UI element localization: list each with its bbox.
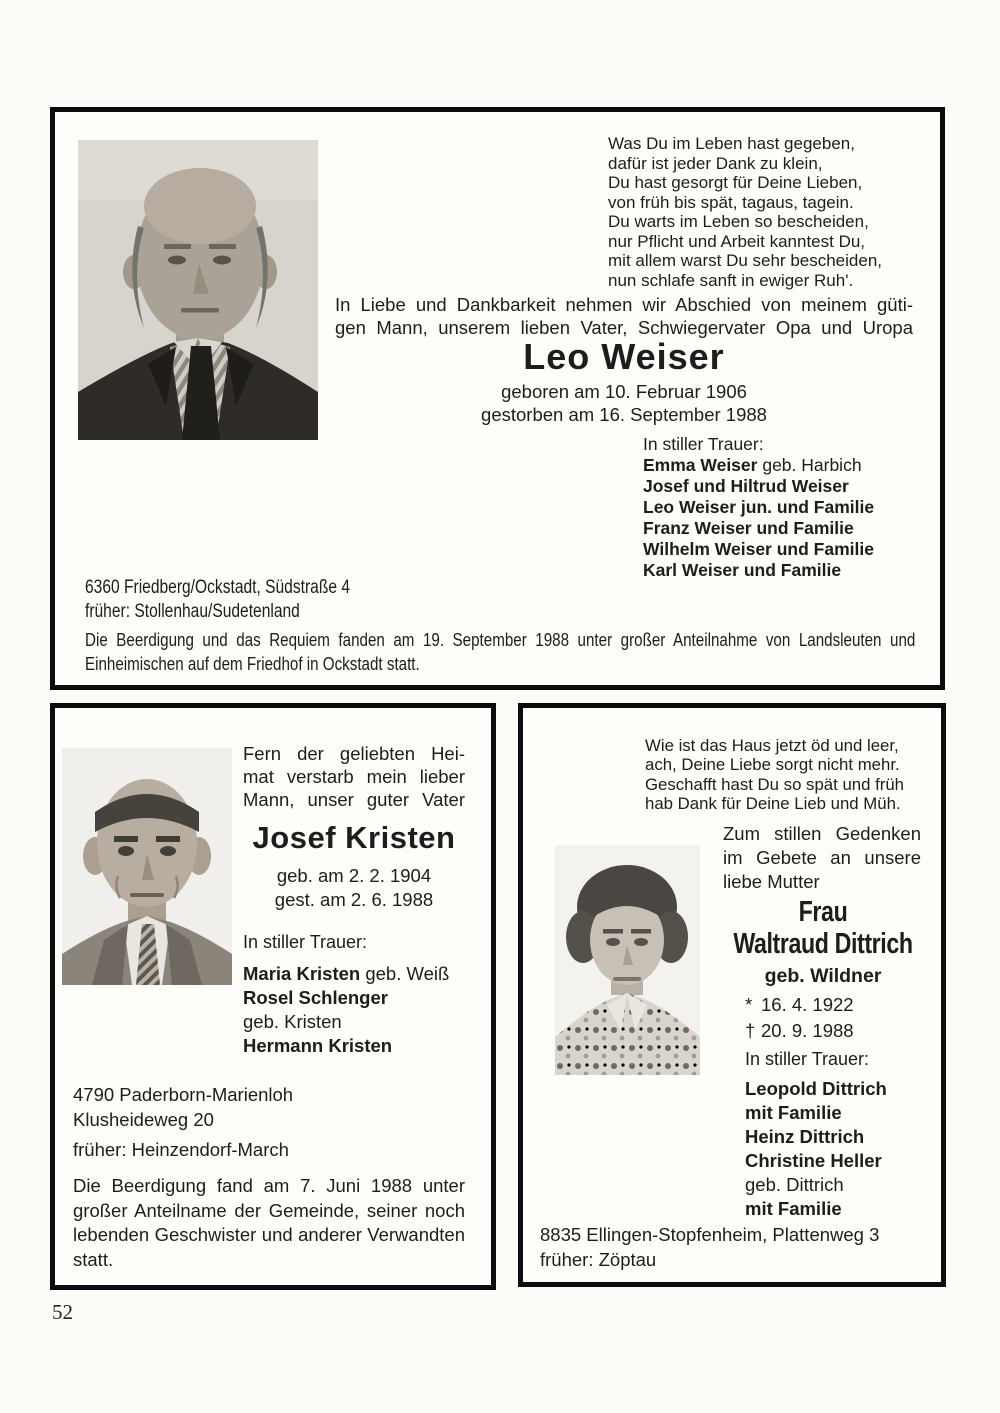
address-line: 6360 Friedberg/Ockstadt, Südstraße 4 [85,577,351,598]
weiser-funeral-note [85,628,915,675]
mourner-line [745,1173,935,1197]
intro-line: gen Mann, unserem lieben Vater, Schwiegervater Opa und Uropa [335,317,913,338]
dittrich-intro [723,822,921,894]
mourner-name: Rosel Schlenger [243,987,388,1008]
address-line: Klusheideweg 20 [73,1109,214,1130]
mourner-line [243,962,483,986]
kristen-address-former: früher: Heinzendorf-March [73,1139,289,1160]
weiser-intro [335,293,913,339]
mourner-name: mit Familie [745,1198,842,1219]
weiser-dates [335,380,913,426]
cross-symbol: † [745,1020,756,1041]
mourner-name: Leopold Dittrich [745,1078,887,1099]
poem-line: nur Pflicht und Arbeit kanntest Du, [608,231,866,251]
poem-line: Du warts im Leben so bescheiden, [608,212,869,231]
mourner-line [643,497,943,518]
birth-date [745,992,854,1018]
kristen-mourners [243,962,483,1058]
intro-line: Fern der geliebten Hei- [243,743,465,764]
mourner-suffix: geb. Harbich [757,455,862,475]
mourner-name: Christine Heller [745,1150,882,1171]
poem-line: Wie ist das Haus jetzt öd und leer, [645,736,899,755]
mourner-line [745,1125,935,1149]
title-frau: Frau [798,896,848,928]
mourner-line [643,455,943,476]
death-date-value: 20. 9. 1988 [761,1020,854,1041]
obituary-weiser [50,107,945,690]
intro-line: im Gebete an unsere [723,847,921,868]
mourning-label: In stiller Trauer: [243,932,368,952]
mourner-suffix: geb. Dittrich [745,1174,844,1195]
mourner-name: Hermann Kristen [243,1035,393,1056]
poem-line: Geschafft hast Du so spät und früh [645,774,905,794]
mourner-name: Wilhelm Weiser und Familie [643,539,874,559]
deceased-name-kristen: Josef Kristen [252,820,456,855]
mourner-name: Maria Kristen [243,963,361,984]
address-line: früher: Zöptau [540,1249,657,1270]
waltraud-dittrich-photo [555,845,700,1075]
address-line: 8835 Ellingen-Stopfenheim, Plattenweg 3 [540,1224,880,1245]
mourning-label: In stiller Trauer: [643,434,764,454]
deceased-name-weiser: Leo Weiser [523,336,725,377]
mourner-name: Heinz Dittrich [745,1126,865,1147]
birth-date: geboren am 10. Februar 1906 [501,381,747,402]
mourner-name: Karl Weiser und Familie [643,560,842,580]
address-line: 4790 Paderborn-Marienloh [73,1084,294,1105]
mourner-line [745,1077,935,1101]
intro-line: Mann, unser guter Vater [243,789,465,810]
death-date [745,1018,854,1044]
mourner-name: Emma Weiser [643,455,758,475]
maiden-name: geb. Wildner [764,965,882,987]
intro-line: liebe Mutter [723,871,820,892]
mourner-line [243,1034,483,1058]
mourner-line [745,1149,935,1173]
dittrich-address [540,1222,940,1272]
born-symbol: * [745,994,753,1015]
mourner-suffix: geb. Kristen [243,1011,342,1032]
weiser-poem [608,134,918,290]
intro-line: In Liebe und Dankbarkeit nehmen wir Abschied von meinem güti- [335,294,913,315]
intro-line: mat verstarb mein lieber [243,766,465,787]
weiser-mourners [643,434,943,581]
mourner-line [643,560,943,581]
funeral-text: Die Beerdigung und das Requiem fanden am 19. September 1988 unter großer Anteilnahme von Landsleuten und Einheimischen auf dem Friedhof in Ockstadt statt. [85,629,916,674]
poem-line: Was Du im Leben hast gegeben, [608,134,855,153]
portrait-woman-icon [555,845,700,1075]
poem-line: mit allem warst Du sehr bescheiden, [608,251,883,270]
kristen-address [73,1082,473,1132]
mourner-line [643,476,943,497]
poem-line: ach, Deine Liebe sorgt nicht mehr. [645,755,900,775]
obituary-dittrich [518,703,946,1287]
mourner-line [745,1101,935,1125]
poem-line: hab Dank für Deine Lieb und Müh. [645,793,901,813]
mourner-name: Josef und Hiltrud Weiser [643,476,849,496]
birth-date: geb. am 2. 2. 1904 [276,865,432,886]
poem-line: Du hast gesorgt für Deine Lieben, [608,173,863,192]
mourner-line [643,518,943,539]
death-date: gestorben am 16. September 1988 [481,404,767,425]
kristen-dates [243,864,465,912]
dittrich-poem [645,736,935,813]
page-number: 52 [52,1300,73,1324]
mourner-name: Franz Weiser und Familie [643,518,854,538]
mourner-line [745,1197,935,1221]
portrait-man-icon [62,748,232,985]
weiser-address [85,576,505,624]
kristen-intro [243,742,465,811]
poem-line: dafür ist jeder Dank zu klein, [608,153,823,173]
mourner-line [243,986,483,1010]
dittrich-dates [745,992,854,1044]
birth-date-value: 16. 4. 1922 [761,994,854,1015]
poem-line: von früh bis spät, tagaus, tagein. [608,192,854,212]
address-line: früher: Stollenhau/Sudetenland [85,601,300,622]
poem-line: nun schlafe sanft in ewiger Ruh'. [608,270,854,290]
deceased-name-dittrich: Waltraud Dittrich [733,928,913,960]
mourner-name: Leo Weiser jun. und Familie [643,497,875,517]
portrait-man-icon [78,140,318,440]
obituary-kristen [50,703,496,1290]
mourner-suffix: geb. Weiß [360,963,450,984]
leo-weiser-photo [78,140,318,440]
mourner-line [643,539,943,560]
intro-line: Zum stillen Gedenken [723,823,921,844]
dittrich-mourners [745,1077,935,1221]
kristen-funeral-note: Die Beerdigung fand am 7. Juni 1988 unter großer Anteilname der Gemeinde, seiner noch lebenden Geschwister und anderer Verwandten statt. [73,1175,465,1270]
mourner-name: mit Familie [745,1102,842,1123]
josef-kristen-photo [62,748,232,985]
mourner-line [243,1010,483,1034]
death-date: gest. am 2. 6. 1988 [274,889,434,910]
mourning-label: In stiller Trauer: [745,1049,870,1069]
